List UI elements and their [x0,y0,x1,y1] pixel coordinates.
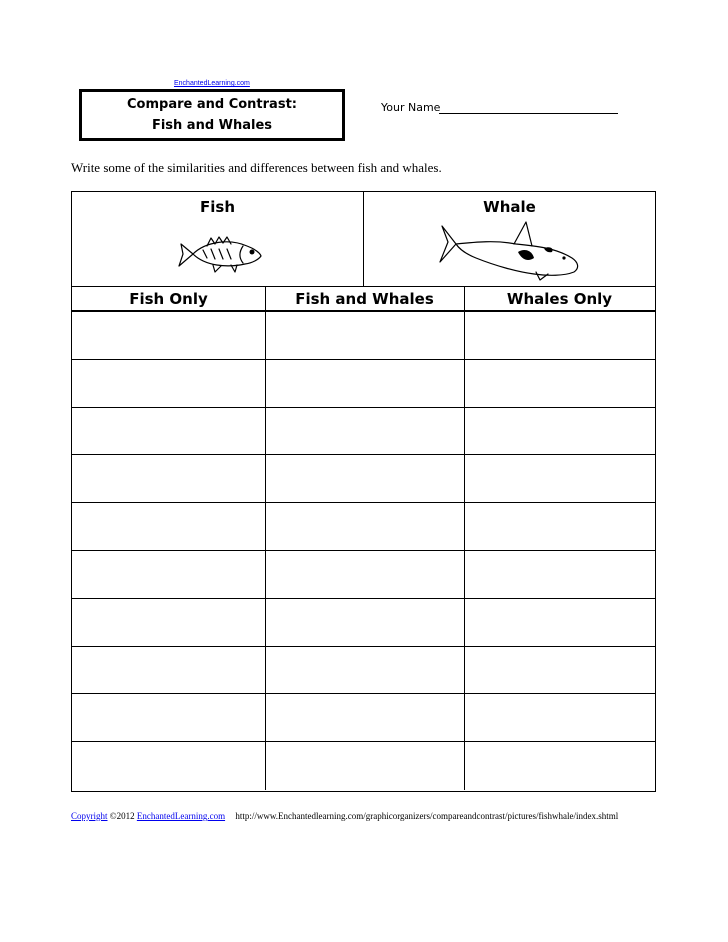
answer-cell-fish-only[interactable] [72,599,265,647]
answer-cell-fish-and-whales[interactable] [266,742,464,790]
answer-cell-fish-and-whales[interactable] [266,647,464,695]
answer-cell-whales-only[interactable] [465,455,655,503]
your-name-label: Your Name [381,101,441,114]
copyright-year: ©2012 [109,811,135,821]
answer-cell-fish-only[interactable] [72,360,265,408]
page-url: http://www.Enchantedlearning.com/graphicorganizers/compareandcontrast/pictures/fishwhale/index.shtml [235,811,619,821]
column-header-fish-and-whales: Fish and Whales [265,287,464,312]
answer-cell-fish-and-whales[interactable] [266,312,464,360]
answer-cell-fish-only[interactable] [72,742,265,790]
answer-cell-whales-only[interactable] [465,503,655,551]
column-header-whales-only: Whales Only [464,287,655,312]
answer-cell-fish-and-whales[interactable] [266,599,464,647]
fish-header-cell [72,192,364,286]
answer-cell-whales-only[interactable] [465,647,655,695]
footer [71,811,618,821]
answer-cell-fish-and-whales[interactable] [266,408,464,456]
instructions-text: Write some of the similarities and differences between fish and whales. [71,160,442,175]
answer-cell-whales-only[interactable] [465,551,655,599]
copyright-link[interactable]: Copyright [71,811,108,821]
answer-cell-fish-and-whales[interactable] [266,694,464,742]
orca-whale-icon [436,218,586,282]
answer-cell-fish-and-whales[interactable] [266,455,464,503]
column-header-fish-only: Fish Only [72,287,265,312]
answer-cell-fish-only[interactable] [72,647,265,695]
answer-cell-fish-only[interactable] [72,455,265,503]
fish-label: Fish [200,198,235,216]
answer-cell-fish-and-whales[interactable] [266,503,464,551]
footer-site-link[interactable]: EnchantedLearning.com [136,811,226,821]
your-name-field[interactable] [439,113,618,114]
fish-icon [177,232,263,276]
answer-cell-whales-only[interactable] [465,694,655,742]
answer-cell-fish-only[interactable] [72,408,265,456]
answer-cell-fish-only[interactable] [72,312,265,360]
title-line-1: Compare and Contrast: [127,97,297,112]
answer-cell-whales-only[interactable] [465,742,655,790]
answer-cell-whales-only[interactable] [465,312,655,360]
whale-label: Whale [483,198,536,216]
comparison-table [71,287,656,792]
title-line-2: Fish and Whales [151,118,273,133]
answer-cell-fish-and-whales[interactable] [266,551,464,599]
answer-cell-whales-only[interactable] [465,408,655,456]
answer-cell-fish-only[interactable] [72,694,265,742]
answer-cell-fish-only[interactable] [72,551,265,599]
worksheet-title-box [79,89,345,141]
picture-header-box [71,191,656,287]
answer-cell-whales-only[interactable] [465,360,655,408]
answer-cell-whales-only[interactable] [465,599,655,647]
site-link[interactable]: EnchantedLearning.com [174,80,250,87]
answer-cell-fish-only[interactable] [72,503,265,551]
whale-header-cell [364,192,655,286]
answer-cell-fish-and-whales[interactable] [266,360,464,408]
